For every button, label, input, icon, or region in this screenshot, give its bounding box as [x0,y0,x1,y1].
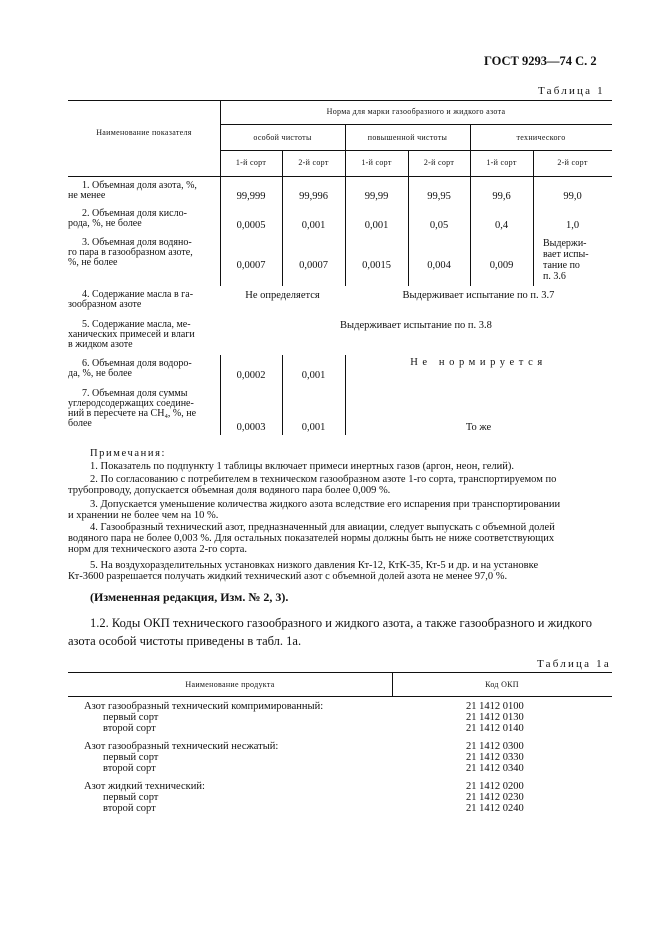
table-cell: 0,0007 [299,260,328,271]
table-cell: 0,0005 [236,220,266,231]
table-cell: 0,001 [301,422,326,433]
table1-caption: Таблица 1 [538,85,605,97]
product-item: второй сорт [103,763,156,774]
table1a-caption: Таблица 1а [537,658,611,670]
table-cell: 0,001 [301,220,326,231]
grade-header: 1-й сорт [235,158,267,167]
grade-header: 2-й сорт [298,158,329,167]
grade-header: 2-й сорт [423,158,455,167]
product-item: первый сорт [103,792,159,803]
table-cell: 0,001 [364,220,389,231]
product-code: 21 1412 0230 [466,792,524,803]
product-item: первый сорт [103,752,159,763]
span-cell: То же [465,422,492,433]
notes-title: Примечания: [90,448,167,459]
group-header-high: повышенной чистоты [367,133,448,142]
span-cell: Не нормируется [410,357,547,368]
product-code: 21 1412 0300 [466,741,524,752]
row7-label: 7. Объемная доля суммы углеродсодержащих соедине- ний в пересчете на CH₄, %, не более [68,388,197,429]
grade-header: 1-й сорт [361,158,392,167]
product-code: 21 1412 0200 [466,781,524,792]
group-header-technical: технического [516,133,566,142]
product-code: 21 1412 0100 [466,701,524,712]
span-cell: Выдерживает испытание по п. 3.8 [340,320,492,331]
span-cell: Выдерживает испытание по п. 3.7 [402,290,555,301]
col-code-header: Код ОКП [485,680,519,689]
note-item: 3. Допускается уменьшение количества жидкого азота вследствие его испарения при транспортировании и хранении не более чем на 10 %. [68,499,561,521]
table-cell: 99,0 [563,191,582,202]
table-cell: 0,0007 [236,260,266,271]
row6-label: 6. Объемная доля водоро- да, %, не более [68,358,192,379]
product-group: Азот жидкий технический: [84,781,205,792]
product-code: 21 1412 0140 [466,723,524,734]
table-cell: 99,95 [427,191,451,202]
product-code: 21 1412 0340 [466,763,524,774]
col-product-header: Наименование продукта [185,680,275,689]
table-cell-withstands: Выдержи- вает испы- тание по п. 3.6 [543,238,589,282]
col-indicator-header: Наименование показателя [96,128,192,137]
table-cell: 0,009 [489,260,514,271]
row4-label: 4. Содержание масла в га- зообразном азоте [68,289,194,310]
row5-label: 5. Содержание масла, ме- ханических примесей и влаги в жидком азоте [68,319,195,350]
group-header-special: особой чистоты [253,133,312,142]
grade-header: 1-й сорт [486,158,517,167]
page-header: ГОСТ 9293—74 С. 2 [484,54,597,68]
product-code: 21 1412 0330 [466,752,524,763]
product-group: Азот газообразный технический компримированный: [84,701,324,712]
table-cell: 0,4 [494,220,509,231]
product-group: Азот газообразный технический несжатый: [84,741,279,752]
table-cell: 0,05 [429,220,449,231]
grade-header: 2-й сорт [557,158,588,167]
note-item: 5. На воздухоразделительных установках низкого давления Кт-12, КтК-35, Кт-5 и др. и на установке Кт-3600 разрешается получать жидкий технический азот с объемной долей азота не менее 97,0 %. [68,560,539,582]
amendment-note: (Измененная редакция, Изм. № 2, 3). [90,590,289,604]
row1-label: 1. Объемная доля азота, %, не менее [68,180,197,201]
product-code: 21 1412 0240 [466,803,524,814]
product-code: 21 1412 0130 [466,712,524,723]
table-cell: 99,6 [492,191,511,202]
paragraph-1-2: 1.2. Коды ОКП технического газообразного и жидкого азота, а также газообразного и жидкого азота особой чистоты приведены в табл. 1а. [68,616,593,648]
span-cell: Не определяется [245,290,320,301]
table-cell: 99,999 [236,191,266,202]
table-cell: 99,996 [299,191,328,202]
col-norm-header: Норма для марки газообразного и жидкого азота [326,107,506,116]
table-cell: 0,0003 [236,422,266,433]
row2-label: 2. Объемная доля кисло- рода, %, не более [68,208,187,229]
table-cell: 1,0 [565,220,580,231]
product-item: второй сорт [103,803,156,814]
note-item: 1. Показатель по подпункту 1 таблицы включает примеси инертных газов (аргон, неон, гелий). [90,461,514,472]
table-cell: 99,99 [364,191,389,202]
table-cell: 0,001 [301,370,326,381]
table-cell: 0,0015 [362,260,391,271]
product-item: второй сорт [103,723,156,734]
row3-label: 3. Объемная доля водяно- го пара в газообразном азоте, %, не более [68,237,193,268]
table-cell: 0,004 [427,260,451,271]
product-item: первый сорт [103,712,159,723]
note-item: 4. Газообразный технический азот, предназначенный для авиации, следует выпускать с объемной долей водяного пара не более 0,003 %. Для остальных показателей нормы должны быть не ниже соответствующих норм для технического азота 2-го сорта. [68,522,555,555]
table-cell: 0,0002 [236,370,266,381]
note-item: 2. По согласованию с потребителем в техническом газообразном азоте 1-го сорта, транспортируемом по трубопроводу, допускается объемная доля водяного пара более 0,009 %. [68,474,557,496]
